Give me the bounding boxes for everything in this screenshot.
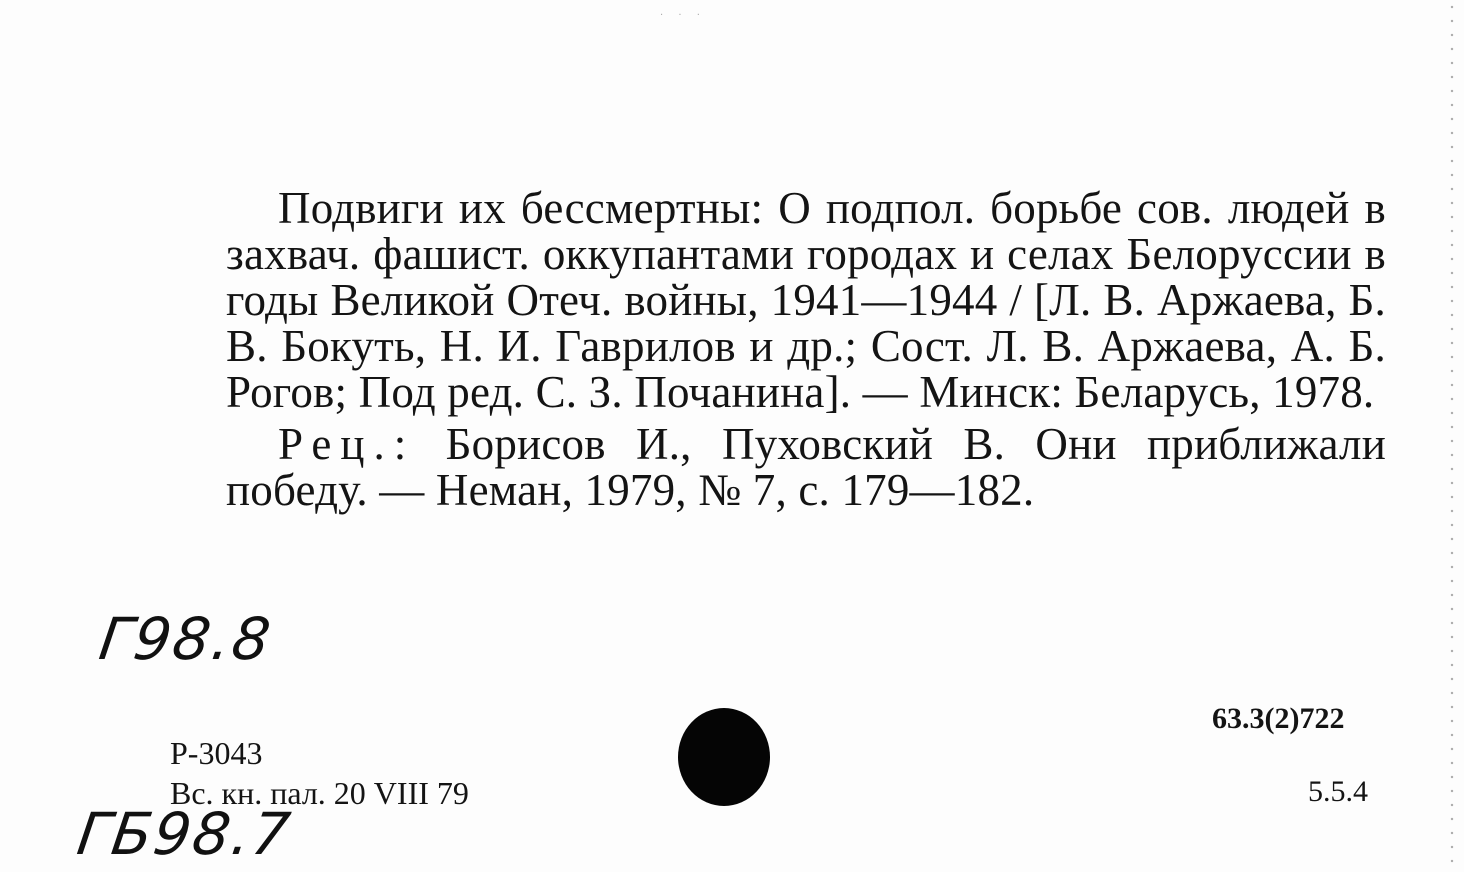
approval-line: Вс. кн. пал. 20 VIII 79: [170, 775, 469, 811]
review-reference: [226, 421, 1386, 513]
review-label: Рец.:: [278, 419, 416, 469]
entry-description: Подвиги их бессмертны: О подпол. борьбе сов. людей в захвач. фашист. оккупантами городах и селах Белоруссии в годы Великой Отеч. войны, 1941—1944 / [Л. В. Аржаева, Б. В. Бокуть, Н. И. Гаврилов и др.; Сост. Л. В. Аржаева, А. Б. Рогов; Под ред. С. З. Почанина]. — Минск: Беларусь, 1978.: [226, 183, 1386, 417]
handwritten-shelf-mark-top: Г98.8: [95, 605, 277, 673]
handwritten-shelf-mark-bottom: ГБ98.7: [73, 800, 297, 868]
classification-code: 63.3(2)722: [1212, 702, 1345, 735]
bibliographic-entry: [226, 185, 1386, 513]
card-edge-perforation: [1450, 0, 1454, 872]
review-text: Борисов И., Пуховский В. Они приближали победу. — Неман, 1979, № 7, с. 179—182.: [226, 419, 1386, 515]
card-punch-hole: [678, 708, 770, 806]
order-number: Р-3043: [170, 735, 263, 771]
print-code: 5.5.4: [1308, 775, 1368, 808]
scan-specks: · · ·: [660, 10, 706, 21]
